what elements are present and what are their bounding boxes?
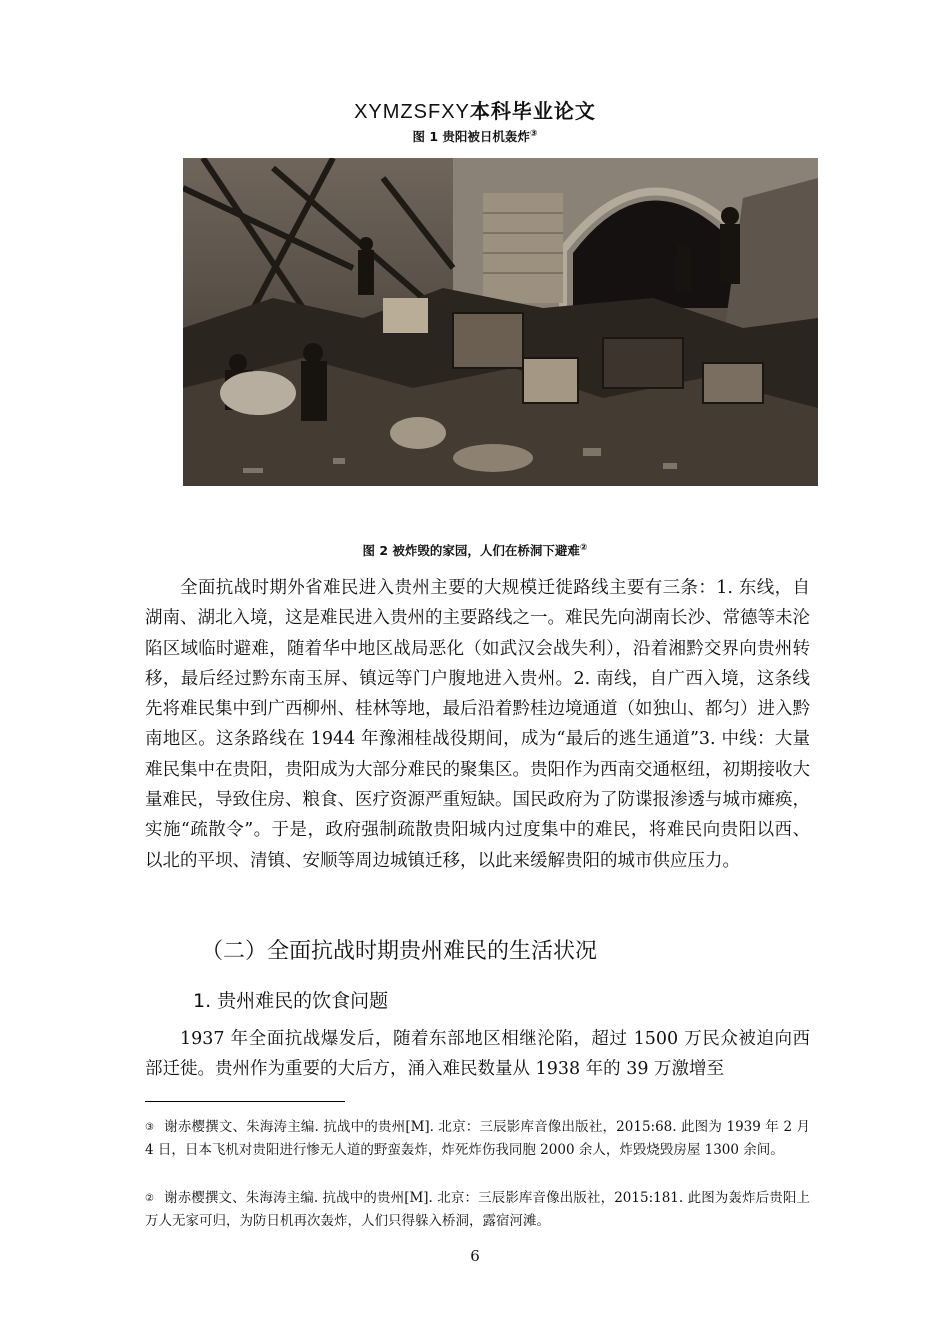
footnote-1 — [145, 1116, 810, 1162]
header-title: 本科毕业论文 — [469, 99, 596, 123]
ruins-photo-illustration — [183, 158, 818, 486]
figure1-caption — [0, 127, 950, 145]
figure2-caption — [0, 541, 950, 559]
figure1-footnote-mark: ③ — [529, 128, 538, 139]
footnote-1-mark: ③ — [145, 1122, 155, 1133]
body-paragraph-routes: 全面抗战时期外省难民进入贵州主要的大规模迁徙路线主要有三条：1. 东线，自湖南、湖北入境，这是难民进入贵州的主要路线之一。难民先向湖南长沙、常德等未沦陷区域临时避难，随着华中地区战局恶化（如武汉会战失利），沿着湘黔交界向贵州转移，最后经过黔东南玉屏、镇远等门户腹地进入贵州。2. 南线，自广西入境，这条线先将难民集中到广西柳州、桂林等地，最后沿着黔桂边境通道（如独山、都匀）进入黔南地区。这条路线在 1944 年豫湘桂战役期间，成为“最后的逃生通道”3. 中线：大量难民集中在贵阳，贵阳成为大部分难民的聚集区。贵阳作为西南交通枢纽，初期接收大量难民，导致住房、粮食、医疗资源严重短缺。国民政府为了防谍报渗透与城市瘫痪，实施“疏散令”。于是，政府强制疏散贵阳城内过度集中的难民，将难民向贵阳以西、以北的平坝、清镇、安顺等周边城镇迁移，以此来缓解贵阳的城市供应压力。 — [145, 578, 810, 871]
figure2-footnote-mark: ② — [579, 542, 588, 553]
footnote-2-mark: ② — [145, 1193, 155, 1204]
header-code: XYMZSFXY — [354, 101, 470, 123]
subsection-heading: 1. 贵州难民的饮食问题 — [193, 990, 389, 1012]
page-header — [0, 95, 950, 124]
figure2-caption-text: 图 2 被炸毁的家园，人们在桥洞下避难 — [362, 543, 580, 558]
bombing-ruins-photo — [183, 158, 818, 486]
footnote-1-text: 谢赤樱撰文、朱海涛主编. 抗战中的贵州[M]. 北京：三辰影库音像出版社，2015:68. 此图为 1939 年 2 月 4 日，日本飞机对贵阳进行惨无人道的野蛮轰炸，炸死炸伤我同胞 2000 余人，炸毁烧毁房屋 1300 余间。 — [145, 1119, 810, 1158]
footnote-divider — [145, 1101, 345, 1102]
footnote-2 — [145, 1187, 810, 1233]
page-number: 6 — [470, 1247, 480, 1265]
section-heading: （二）全面抗战时期贵州难民的生活状况 — [201, 939, 598, 964]
body-paragraph-food: 1937 年全面抗战爆发后，随着东部地区相继沦陷，超过 1500 万民众被迫向西部迁徙。贵州作为重要的大后方，涌入难民数量从 1938 年的 39 万激增至 — [145, 1029, 810, 1080]
footnote-2-text: 谢赤樱撰文、朱海涛主编. 抗战中的贵州[M]. 北京：三辰影库音像出版社，2015:181. 此图为轰炸后贵阳上万人无家可归，为防日机再次轰炸，人们只得躲入桥洞，露宿河滩。 — [145, 1190, 810, 1229]
figure1-caption-text: 图 1 贵阳被日机轰炸 — [412, 129, 530, 144]
